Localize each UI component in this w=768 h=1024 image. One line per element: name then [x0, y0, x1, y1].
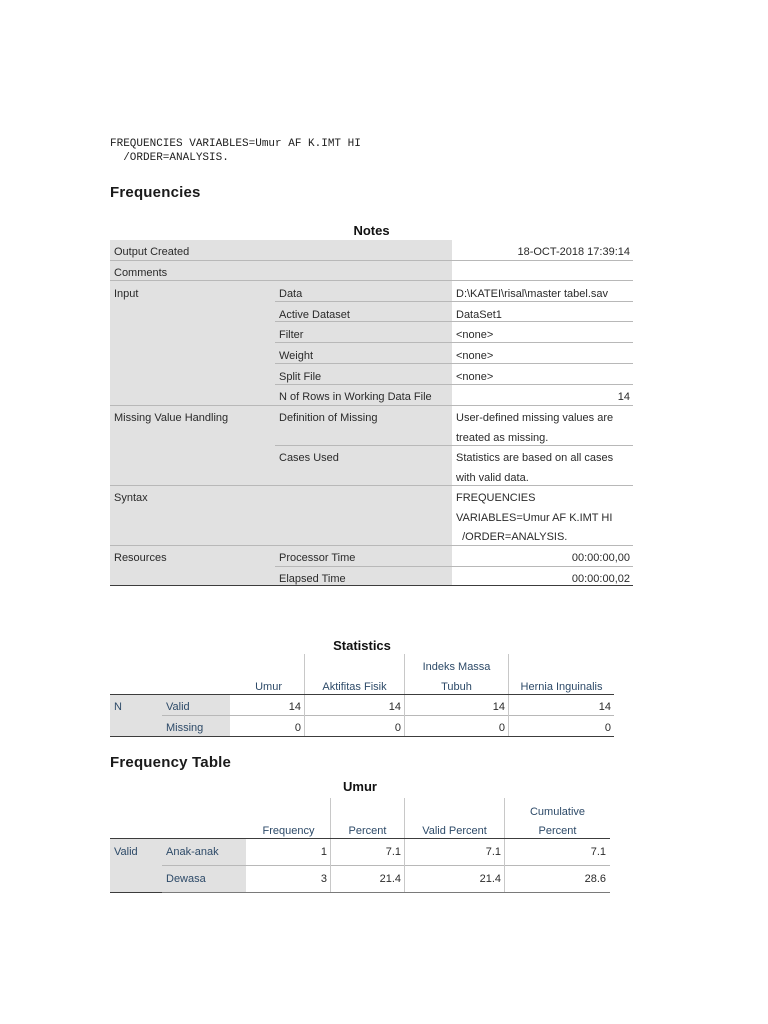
umur-row-anak-anak-frequency: 1: [320, 846, 327, 858]
umur-row-anak-anak-valid-percent: 7.1: [485, 846, 501, 858]
notes-definition-missing-value-1: User-defined missing values are: [456, 412, 614, 424]
umur-col-valid-percent: Valid Percent: [422, 825, 487, 837]
notes-elapsed-time-label: Elapsed Time: [279, 573, 346, 585]
syntax-command: FREQUENCIES VARIABLES=Umur AF K.IMT HI /ORDER=ANALYSIS.: [110, 138, 361, 164]
notes-syntax-line-2: VARIABLES=Umur AF K.IMT HI: [456, 512, 613, 524]
notes-definition-missing-value-2: treated as missing.: [456, 432, 549, 444]
notes-weight-value: <none>: [456, 350, 494, 362]
frequencies-heading: Frequencies: [110, 184, 201, 201]
statistics-missing-imt: 0: [498, 722, 505, 734]
umur-row-anak-anak-label: Anak-anak: [166, 846, 219, 858]
statistics-col-imt-line2: Tubuh: [441, 681, 472, 693]
notes-syntax-label: Syntax: [114, 492, 148, 504]
notes-active-dataset-label: Active Dataset: [279, 309, 350, 321]
notes-cases-used-value-2: with valid data.: [456, 472, 529, 484]
notes-output-created-label: Output Created: [114, 246, 190, 258]
notes-input-label: Input: [114, 288, 139, 300]
umur-col-cumulative-line1: Cumulative: [529, 806, 586, 818]
umur-col-percent: Percent: [348, 825, 387, 837]
umur-row-anak-anak-cumulative: 7.1: [590, 846, 606, 858]
statistics-col-aktifitas-fisik: Aktifitas Fisik: [322, 681, 387, 693]
umur-col-cumulative-line2: Percent: [538, 825, 577, 837]
statistics-valid-aktifitas: 14: [388, 701, 401, 713]
notes-definition-missing-label: Definition of Missing: [279, 412, 378, 424]
notes-n-rows-label: N of Rows in Working Data File: [279, 391, 432, 403]
notes-elapsed-time-value: 00:00:00,02: [571, 573, 630, 585]
notes-resources-label: Resources: [114, 552, 167, 564]
notes-processor-time-label: Processor Time: [279, 552, 356, 564]
statistics-col-imt-line1: Indeks Massa: [422, 661, 491, 673]
notes-split-file-value: <none>: [456, 371, 494, 383]
statistics-col-hernia: Hernia Inguinalis: [520, 681, 603, 693]
statistics-valid-imt: 14: [492, 701, 505, 713]
notes-active-dataset-value: DataSet1: [456, 309, 502, 321]
umur-row-dewasa-cumulative: 28.6: [584, 873, 606, 885]
notes-title: Notes: [353, 223, 390, 238]
statistics-missing-label: Missing: [166, 722, 204, 734]
notes-input-data-label: Data: [279, 288, 303, 300]
notes-syntax-line-3: /ORDER=ANALYSIS.: [456, 531, 568, 543]
statistics-n-label: N: [114, 701, 122, 713]
notes-comments-label: Comments: [114, 267, 168, 279]
notes-input-data-value: D:\KATEI\risal\master tabel.sav: [456, 288, 609, 300]
statistics-valid-hernia: 14: [598, 701, 611, 713]
umur-row-dewasa-label: Dewasa: [166, 873, 206, 885]
statistics-col-umur: Umur: [255, 681, 282, 693]
umur-row-dewasa-valid-percent: 21.4: [479, 873, 501, 885]
notes-syntax-line-1: FREQUENCIES: [456, 492, 536, 504]
frequency-table-heading: Frequency Table: [110, 754, 232, 771]
notes-weight-label: Weight: [279, 350, 314, 362]
statistics-valid-umur: 14: [288, 701, 301, 713]
statistics-missing-hernia: 0: [604, 722, 611, 734]
notes-output-created-value: 18-OCT-2018 17:39:14: [517, 246, 630, 258]
umur-col-frequency: Frequency: [262, 825, 315, 837]
notes-cases-used-value-1: Statistics are based on all cases: [456, 452, 614, 464]
umur-title: Umur: [343, 779, 377, 794]
statistics-missing-aktifitas: 0: [394, 722, 401, 734]
notes-processor-time-value: 00:00:00,00: [571, 552, 630, 564]
notes-filter-label: Filter: [279, 329, 304, 341]
umur-row-dewasa-frequency: 3: [320, 873, 327, 885]
umur-row-anak-anak-percent: 7.1: [385, 846, 401, 858]
statistics-missing-umur: 0: [294, 722, 301, 734]
statistics-title: Statistics: [333, 638, 391, 653]
notes-n-rows-value: 14: [617, 391, 630, 403]
notes-cases-used-label: Cases Used: [279, 452, 339, 464]
umur-valid-label: Valid: [114, 846, 138, 858]
statistics-valid-label: Valid: [166, 701, 190, 713]
notes-split-file-label: Split File: [279, 371, 322, 383]
notes-filter-value: <none>: [456, 329, 494, 341]
notes-missing-label: Missing Value Handling: [114, 412, 229, 424]
umur-row-dewasa-percent: 21.4: [379, 873, 401, 885]
